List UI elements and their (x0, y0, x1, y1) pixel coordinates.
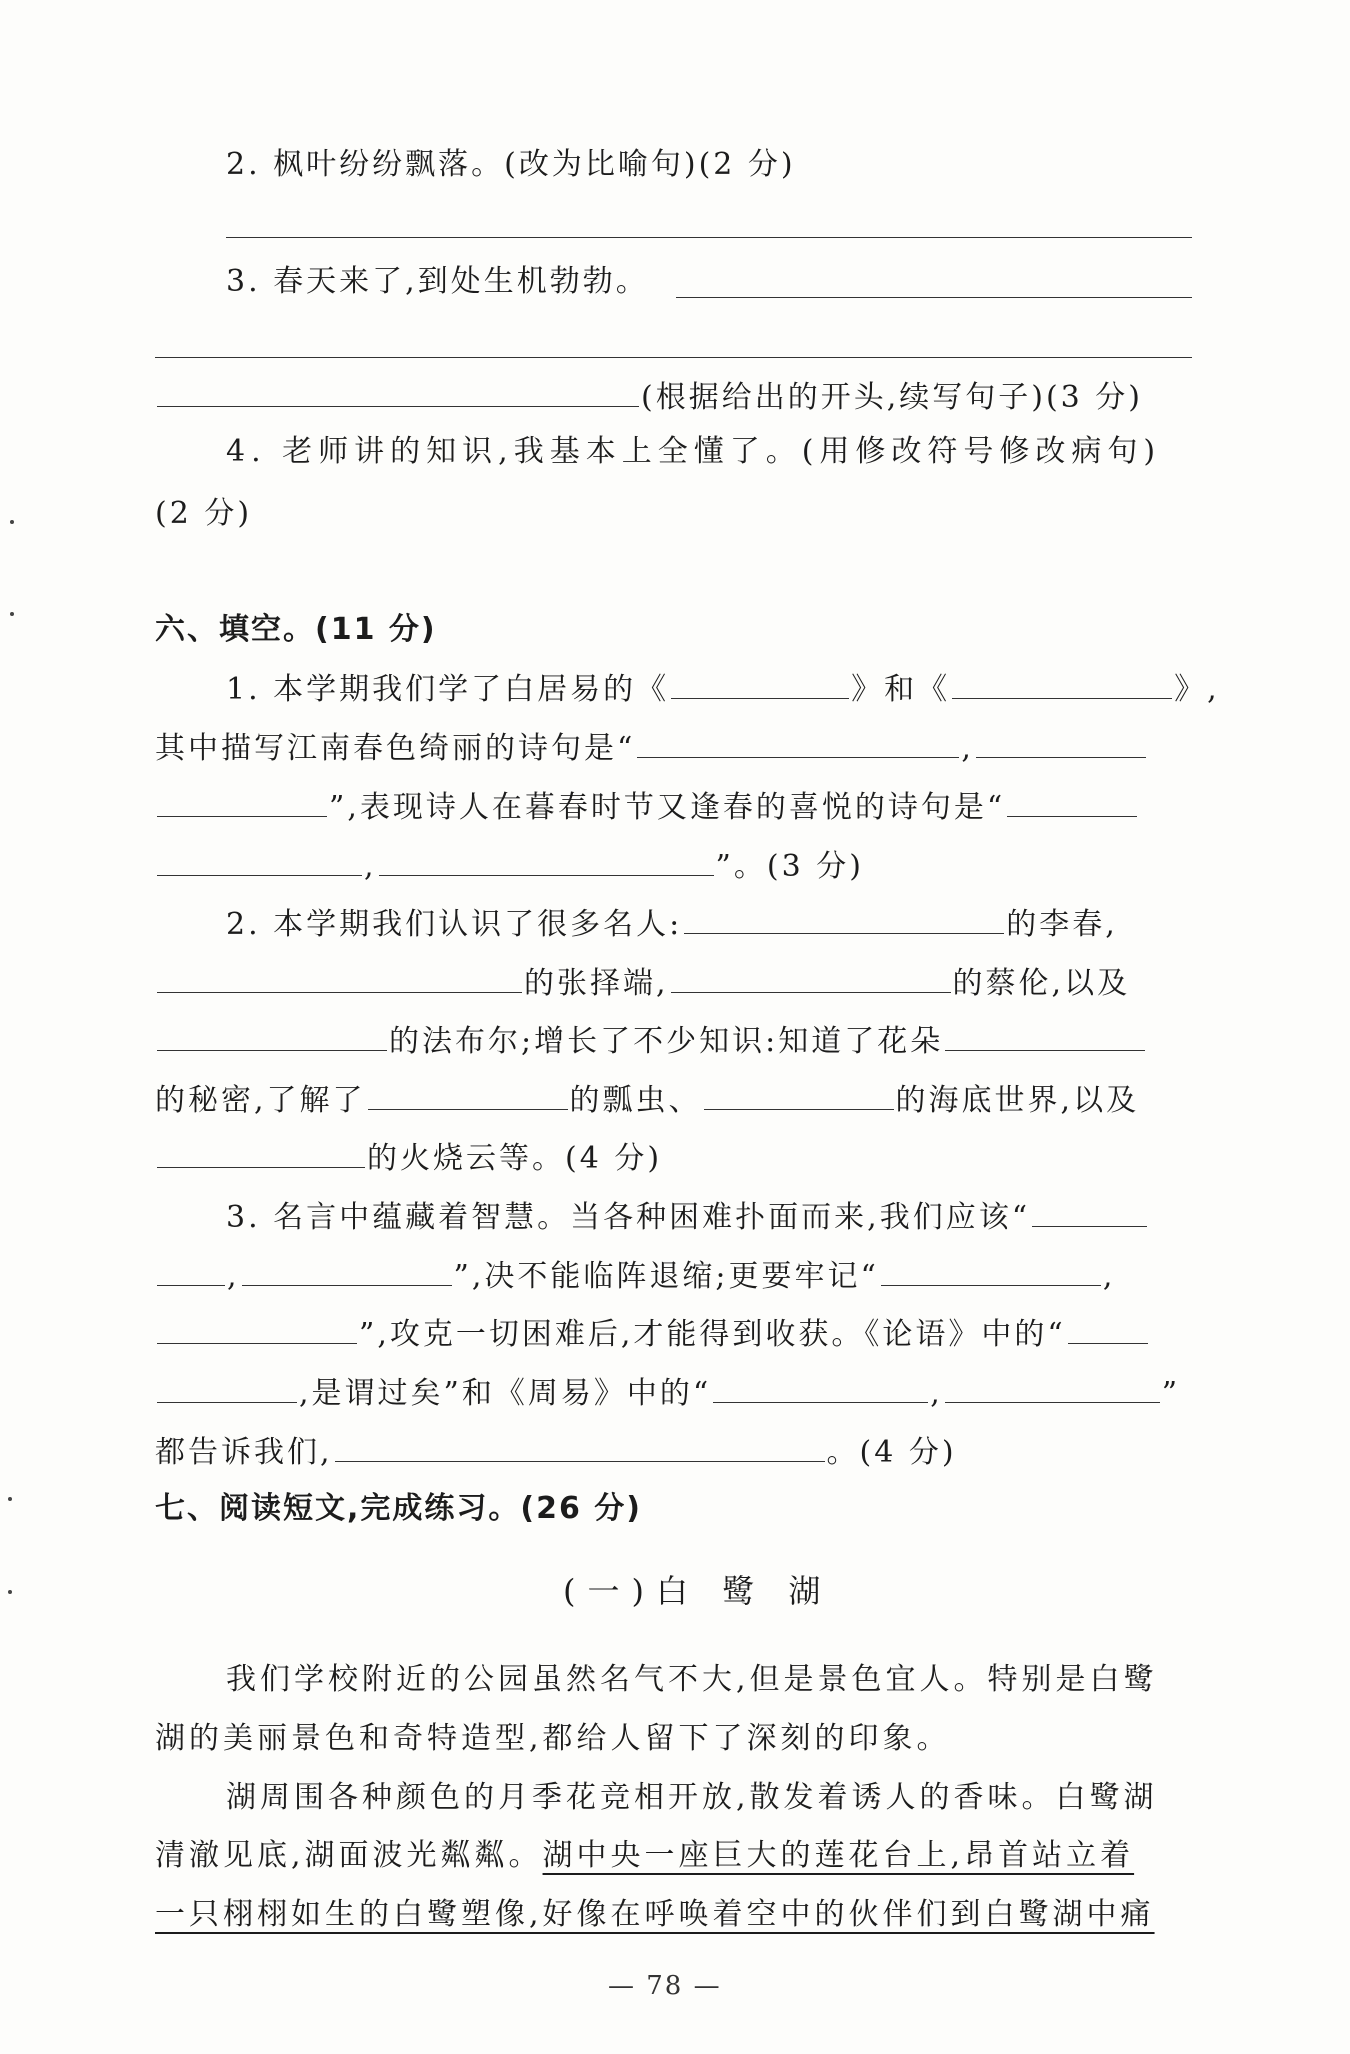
s6-q1-blank-7[interactable] (157, 845, 362, 876)
s6-q1-blank-5[interactable] (157, 786, 327, 817)
s5-q4-text: 老师讲的知识,我基本上全懂了。(用修改符号修改病句) (282, 434, 1162, 469)
s5-q3-tail: (根据给出的开头,续写句子)(3 分) (641, 380, 1143, 415)
margin-speck (10, 520, 14, 524)
s6-q1-blank-8[interactable] (379, 845, 714, 876)
s5-q3-answer-line-2[interactable] (155, 357, 1192, 358)
s6-q1-text-h: ”。(3 分) (715, 849, 864, 884)
s6-q3-text-g: , (930, 1376, 943, 1411)
passage-p1-line1: 我们学校附近的公园虽然名气不大,但是景色宜人。特别是白鹭 (226, 1662, 1158, 1697)
s6-q2-blank-5[interactable] (945, 1020, 1145, 1051)
s6-q1-text-g: , (364, 849, 377, 884)
passage-underlined-sentence-b: 一只栩栩如生的白鹭塑像,好像在呼唤着空中的伙伴们到白鹭湖中痛 (155, 1897, 1155, 1932)
s6-q3-blank-6[interactable] (1068, 1313, 1148, 1344)
s5-q3-answer-line-1[interactable] (676, 297, 1192, 298)
s6-q1-text-b: 》和《 (851, 672, 951, 707)
s6-q3-text-i: 都告诉我们, (155, 1435, 333, 1470)
s6-q2-line4 (155, 1079, 1139, 1121)
s6-q2-line2 (155, 962, 1130, 1004)
s6-q3-line5 (155, 1431, 957, 1473)
s6-q3-line3 (155, 1313, 1150, 1355)
s5-q2-num: 2. (226, 147, 261, 182)
s5-q3-text: 春天来了,到处生机勃勃。 (273, 264, 649, 299)
s6-q2-blank-1[interactable] (684, 903, 1004, 934)
s6-q3-blank-4[interactable] (881, 1255, 1101, 1286)
s6-q2-blank-3[interactable] (671, 962, 951, 993)
s6-q1-line4 (155, 845, 864, 887)
s5-q2-text: 枫叶纷纷飘落。(改为比喻句)(2 分) (273, 147, 796, 182)
s5-q4 (226, 432, 1161, 472)
s6-q1-text-c: 》, (1174, 672, 1220, 707)
s6-q3-blank-10[interactable] (335, 1431, 825, 1462)
s6-q1-line2 (155, 727, 1148, 769)
s6-q2-text-b: 的李春, (1006, 907, 1118, 942)
s6-q2-blank-8[interactable] (157, 1137, 365, 1168)
s6-q3-blank-2[interactable] (157, 1255, 225, 1286)
s6-q1-blank-poem1[interactable] (671, 668, 849, 699)
page-number: — 78 — (608, 1971, 722, 2001)
s6-q1-blank-4[interactable] (976, 727, 1146, 758)
passage-p2-line1: 湖周围各种颜色的月季花竞相开放,散发着诱人的香味。白鹭湖 (226, 1780, 1158, 1815)
s6-q2-text-h: 的海底世界,以及 (895, 1083, 1140, 1118)
s6-q2-text-g: 的瓢虫、 (569, 1083, 702, 1118)
s6-q1-blank-poem2[interactable] (952, 668, 1172, 699)
passage-underlined-sentence-a: 湖中央一座巨大的莲花台上,昂首站立着 (542, 1838, 1135, 1873)
s6-q3-blank-7[interactable] (157, 1372, 297, 1403)
s6-q3-line1 (226, 1196, 1149, 1238)
s6-q1-text-e: , (961, 731, 974, 766)
passage-p1-line2: 湖的美丽景色和奇特造型,都给人留下了深刻的印象。 (155, 1721, 951, 1756)
passage-p2-line2 (155, 1836, 1134, 1876)
s6-q3-line2 (155, 1255, 1115, 1297)
s6-q1-line3 (155, 786, 1139, 828)
passage-p2-text-a: 清澈见底,湖面波光粼粼。 (155, 1838, 543, 1873)
s6-q3-text-f: ,是谓过矣”和《周易》中的“ (299, 1376, 712, 1411)
s6-q3-blank-9[interactable] (945, 1372, 1160, 1403)
s6-q3-blank-3[interactable] (242, 1255, 452, 1286)
margin-speck (8, 1497, 12, 1501)
s6-q3-text-e: ”,攻克一切困难后,才能得到收获。《论语》中的“ (359, 1317, 1066, 1352)
section6-title: 六、填空。(11 分) (155, 612, 437, 647)
s6-q2-text-i: 的火烧云等。(4 分) (367, 1141, 663, 1176)
s6-q2-blank-2[interactable] (157, 962, 522, 993)
s5-q2 (226, 145, 796, 185)
s6-q3-blank-5[interactable] (157, 1313, 357, 1344)
s6-q2-text-a: 2. 本学期我们认识了很多名人: (226, 907, 683, 942)
margin-speck (10, 612, 14, 616)
s6-q3-text-h: ” (1161, 1376, 1181, 1411)
s5-q3-line3 (155, 376, 1143, 418)
s5-q3-num: 3. (226, 264, 261, 299)
s6-q3-text-d: , (1102, 1259, 1116, 1294)
s6-q2-line3 (155, 1020, 1147, 1062)
s6-q2-line5 (155, 1137, 662, 1179)
s6-q1-text-d: 其中描写江南春色绮丽的诗句是“ (155, 731, 636, 766)
s6-q2-text-f: 的秘密,了解了 (155, 1083, 366, 1118)
s6-q3-text-a: 3. 名言中蕴藏着智慧。当各种困难扑面而来,我们应该“ (226, 1200, 1031, 1235)
s5-q3-answer-line-3[interactable] (157, 376, 639, 407)
margin-speck (8, 1590, 12, 1594)
s5-q3 (226, 262, 649, 302)
s6-q2-blank-7[interactable] (704, 1079, 894, 1110)
s6-q3-text-j: 。(4 分) (826, 1435, 957, 1470)
passage-title: (一)白 鹭 湖 (563, 1572, 833, 1610)
s6-q1-line1 (226, 668, 1220, 710)
s6-q3-text-c: ”,决不能临阵退缩;更要牢记“ (453, 1259, 879, 1294)
s6-q2-blank-6[interactable] (368, 1079, 568, 1110)
s6-q2-line1 (226, 903, 1118, 945)
s6-q3-blank-1[interactable] (1032, 1196, 1147, 1227)
s6-q2-text-d: 的蔡伦,以及 (952, 966, 1131, 1001)
s6-q1-text-f: ”,表现诗人在暮春时节又逢春的喜悦的诗句是“ (329, 790, 1006, 825)
s6-q1-text-a: 1. 本学期我们学了白居易的《 (226, 672, 670, 707)
s6-q1-blank-3[interactable] (637, 727, 959, 758)
s5-q4-score: (2 分) (155, 496, 253, 531)
s6-q3-line4 (155, 1372, 1180, 1414)
s6-q2-blank-4[interactable] (157, 1020, 387, 1051)
s6-q2-text-c: 的张择端, (524, 966, 669, 1001)
s5-q2-answer-line[interactable] (226, 237, 1192, 238)
section7-title: 七、阅读短文,完成练习。(26 分) (155, 1491, 643, 1526)
s5-q4-num: 4. (226, 434, 267, 469)
s6-q1-blank-6[interactable] (1007, 786, 1137, 817)
s6-q3-blank-8[interactable] (713, 1372, 928, 1403)
s6-q2-text-e: 的法布尔;增长了不少知识:知道了花朵 (389, 1024, 944, 1059)
s6-q3-text-b: , (227, 1259, 240, 1294)
